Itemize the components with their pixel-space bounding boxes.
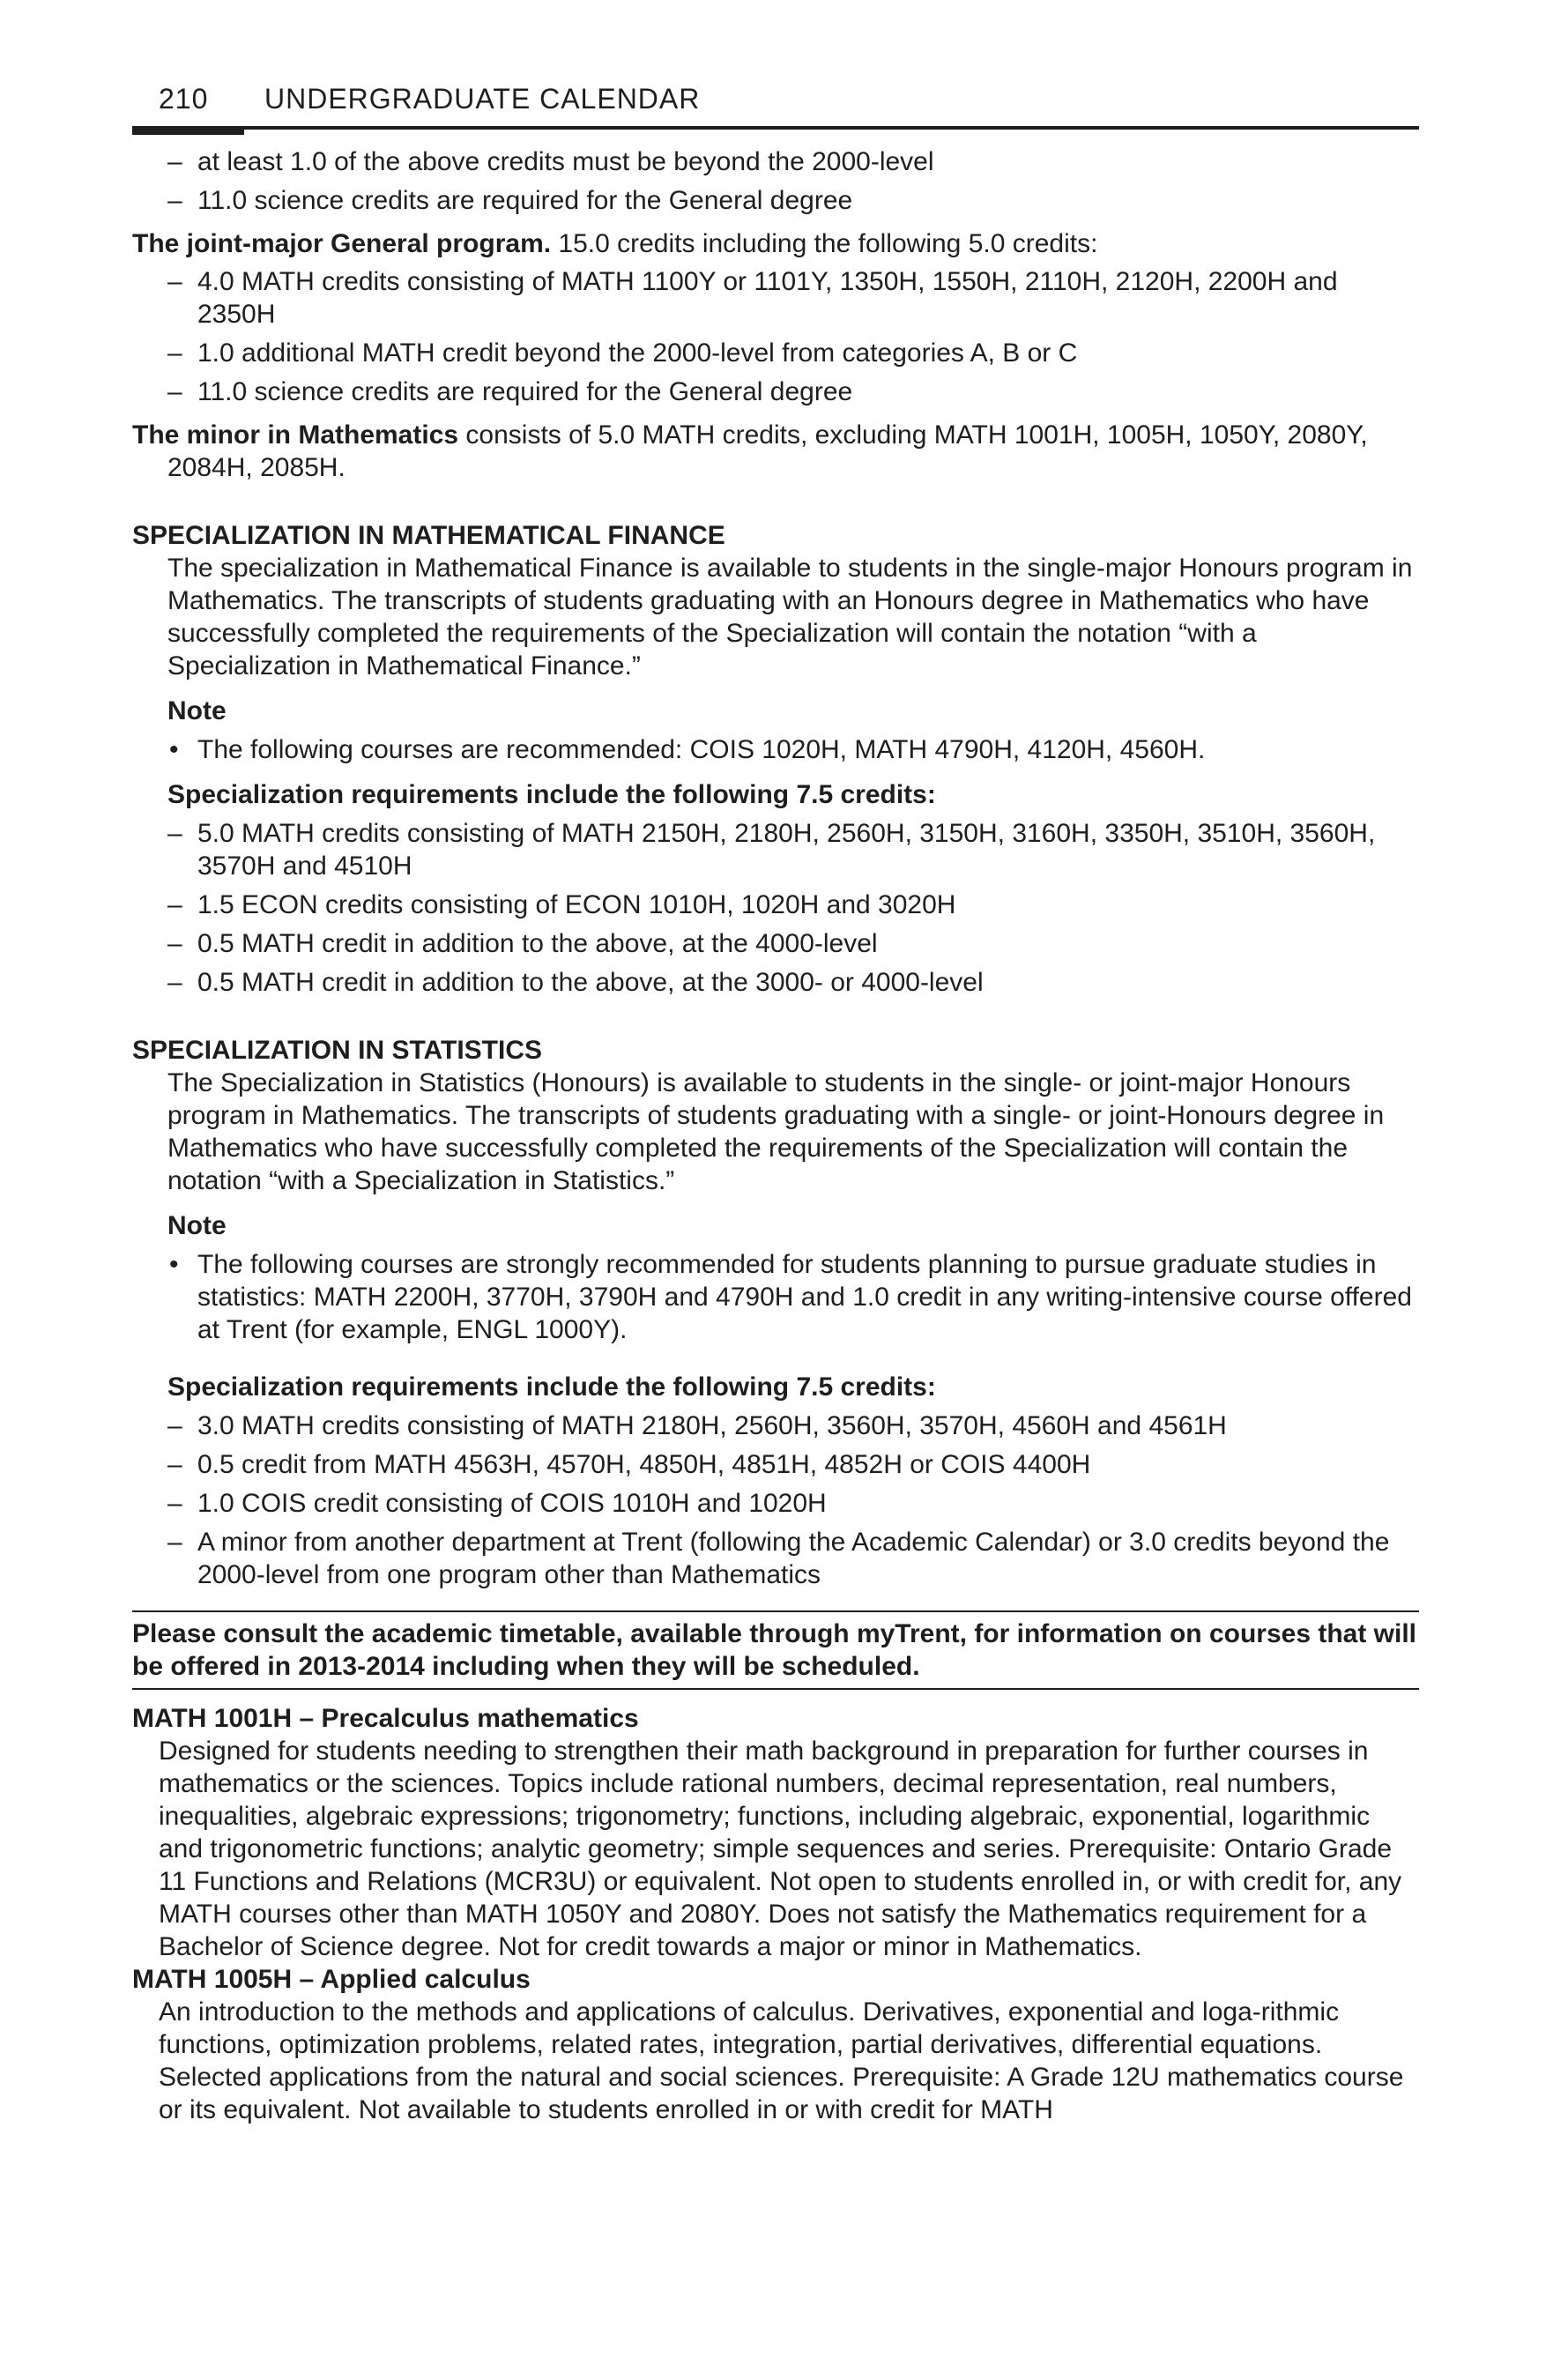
math-finance-intro: The specialization in Mathematical Finance is available to students in the single-major Honours program in Mathematics. The transcripts of students graduating with an Honours degree in Mathematics who have successfully completed the requirements of the Specialization will contain the notation “with a Specialization in Mathematical Finance.” xyxy=(167,554,1413,681)
list-item: – 1.0 additional MATH credit beyond the 2000-level from categories A, B or C xyxy=(132,337,1419,369)
math-finance-requirements-list xyxy=(132,817,1419,999)
joint-major-list xyxy=(132,265,1419,408)
list-item: – 11.0 science credits are required for the General degree xyxy=(132,184,1419,217)
list-item: – 11.0 science credits are required for the General degree xyxy=(132,376,1419,408)
section-heading-statistics: SPECIALIZATION IN STATISTICS xyxy=(132,1036,542,1065)
page-number: 210 xyxy=(159,83,209,115)
math-finance-requirements-heading: Specialization requirements include the following 7.5 credits: xyxy=(167,780,936,809)
general-degree-list xyxy=(132,145,1419,217)
statistics-note-heading: Note xyxy=(167,1211,227,1240)
list-item: • The following courses are strongly recommended for students planning to pursue graduate studies in statistics: MATH 2200H, 3770H, 3790H and 4790H and 1.0 credit in any writing-intensive course offered at Trent (for example, ENGL 1000Y). xyxy=(132,1248,1419,1346)
list-item: – A minor from another department at Trent (following the Academic Calendar) or 3.0 credits beyond the 2000-level from one program other than Mathematics xyxy=(132,1526,1419,1591)
list-item: – 4.0 MATH credits consisting of MATH 1100Y or 1101Y, 1350H, 1550H, 2110H, 2120H, 2200H and 2350H xyxy=(132,265,1419,331)
list-item: – 0.5 MATH credit in addition to the above, at the 4000-level xyxy=(132,927,1419,960)
course-title: MATH 1001H – Precalculus mathematics xyxy=(132,1704,639,1733)
minor-text: consists of 5.0 MATH credits, excluding MATH 1001H, 1005H, 1050Y, 2080Y, 2084H, 2085H. xyxy=(167,420,1368,482)
running-title: UNDERGRADUATE CALENDAR xyxy=(264,83,701,115)
joint-major-paragraph xyxy=(132,227,1419,260)
list-item: – 0.5 MATH credit in addition to the above, at the 3000- or 4000-level xyxy=(132,966,1419,999)
minor-label: The minor in Mathematics xyxy=(132,420,459,450)
course-description: An introduction to the methods and applications of calculus. Derivatives, exponential and loga-rithmic functions, optimization problems, related rates, integration, partial derivatives, differential equations. Selected applications from the natural and social sciences. Prerequisite: A Grade 12U mathematics course or its equivalent. Not available to students enrolled in or with credit for MATH xyxy=(159,1997,1404,2124)
minor-paragraph xyxy=(132,419,1419,484)
math-finance-note-heading: Note xyxy=(167,696,227,725)
statistics-requirements-list xyxy=(132,1409,1419,1591)
math-finance-note-list xyxy=(132,733,1419,766)
joint-major-label: The joint-major General program. xyxy=(132,229,552,258)
timetable-notice: Please consult the academic timetable, available through myTrent, for information on courses that will be offered in 2013-2014 including when they will be scheduled. xyxy=(132,1610,1419,1690)
list-item: – at least 1.0 of the above credits must be beyond the 2000-level xyxy=(132,145,1419,178)
statistics-note-list xyxy=(132,1248,1419,1346)
header-tab-bar xyxy=(132,126,244,135)
list-item: – 1.5 ECON credits consisting of ECON 1010H, 1020H and 3020H xyxy=(132,889,1419,921)
list-item: – 3.0 MATH credits consisting of MATH 2180H, 2560H, 3560H, 3570H, 4560H and 4561H xyxy=(132,1409,1419,1442)
list-item: – 0.5 credit from MATH 4563H, 4570H, 4850H, 4851H, 4852H or COIS 4400H xyxy=(132,1448,1419,1481)
list-item: • The following courses are recommended: COIS 1020H, MATH 4790H, 4120H, 4560H. xyxy=(132,733,1419,766)
page-header xyxy=(132,78,1419,130)
list-item: – 5.0 MATH credits consisting of MATH 2150H, 2180H, 2560H, 3150H, 3160H, 3350H, 3510H, 3560H, 3570H and 4510H xyxy=(132,817,1419,882)
course-description: Designed for students needing to strengthen their math background in preparation for further courses in mathematics or the sciences. Topics include rational numbers, decimal representation, real numbers, inequalities, algebraic expressions; trigonometry; functions, including algebraic, exponential, logarithmic and trigonometric functions; analytic geometry; simple sequences and series. Prerequisite: Ontario Grade 11 Functions and Relations (MCR3U) or equivalent. Not open to students enrolled in, or with credit for, any MATH courses other than MATH 1050Y and 2080Y. Does not satisfy the Mathematics requirement for a Bachelor of Science degree. Not for credit towards a major or minor in Mathematics. xyxy=(159,1737,1402,1961)
statistics-intro: The Specialization in Statistics (Honours) is available to students in the single- or joint-major Honours program in Mathematics. The transcripts of students graduating with a single- or joint-Honours degree in Mathematics who have successfully completed the requirements of the Specialization will contain the notation “with a Specialization in Statistics.” xyxy=(167,1068,1385,1195)
document-page xyxy=(132,78,1419,2126)
list-item: – 1.0 COIS credit consisting of COIS 1010H and 1020H xyxy=(132,1487,1419,1520)
course-title: MATH 1005H – Applied calculus xyxy=(132,1965,531,1994)
section-heading-math-finance: SPECIALIZATION IN MATHEMATICAL FINANCE xyxy=(132,521,725,550)
statistics-requirements-heading: Specialization requirements include the following 7.5 credits: xyxy=(167,1372,936,1402)
joint-major-text: 15.0 credits including the following 5.0 credits: xyxy=(551,229,1098,258)
